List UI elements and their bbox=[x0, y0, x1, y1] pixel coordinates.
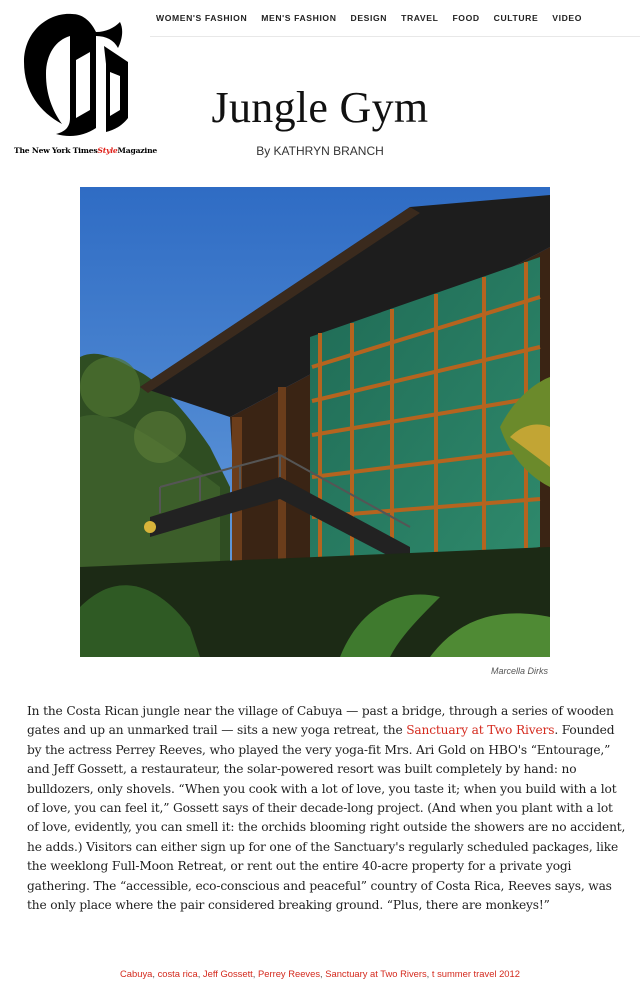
nav-culture[interactable]: CULTURE bbox=[493, 13, 539, 23]
article-photo bbox=[80, 187, 550, 657]
nav-design[interactable]: DESIGN bbox=[350, 13, 388, 23]
nav-food[interactable]: FOOD bbox=[452, 13, 480, 23]
tag-separator: , bbox=[152, 968, 158, 979]
top-navigation bbox=[150, 0, 640, 37]
tag-link[interactable]: costa rica bbox=[157, 968, 198, 979]
tag-link[interactable]: Jeff Gossett bbox=[202, 968, 253, 979]
article-tags bbox=[0, 968, 640, 979]
article-title: Jungle Gym bbox=[211, 83, 429, 132]
article-byline: By KATHRYN BRANCH bbox=[256, 144, 384, 158]
nav-video[interactable]: VIDEO bbox=[552, 13, 583, 23]
nav-travel[interactable]: TRAVEL bbox=[401, 13, 439, 23]
tag-separator: , bbox=[426, 968, 432, 979]
t-magazine-logo[interactable] bbox=[10, 6, 158, 162]
tag-separator: , bbox=[197, 968, 203, 979]
tag-separator: , bbox=[252, 968, 258, 979]
photo-credit: Marcella Dirks bbox=[490, 666, 548, 676]
article-body: In the Costa Rican jungle near the village of Cabuya — past a bridge, through a series of wooden gates and up an unmarked trail — sits a new yoga retreat, the Sanctuary at Two Rivers. Founded by the actress Perrey Reeves, who played the very yoga-fit Mrs. Ari Gold on HBO's “Entourage,” and Jeff Gossett, a restaurateur, the solar-powered resort was built completely by hand: no bulldozers, only shovels. “When you cook with a lot of love, you taste it; when you build with a lot of love, you can feel it,” Gossett says of their decade-long project. (And when you plant with a lot of love, evidently, you can smell it: the orchids blooming right outside the showers are no accident, he adds.) Visitors can either sign up for one of the Sanctuary's regularly scheduled packages, like the weeklong Full-Moon Retreat, or rent out the entire 40-acre property for a private yogi gathering. The “accessible, eco-conscious and peaceful” country of Costa Rica, Reeves says, was the only place where the pair considered breaking ground. “Plus, there are monkeys!” bbox=[27, 704, 626, 913]
sanctuary-link[interactable]: Sanctuary at Two Rivers bbox=[406, 723, 555, 738]
logo-caption: The New York TimesStyleMagazine bbox=[14, 146, 158, 155]
tag-separator: , bbox=[320, 968, 326, 979]
nav-womens-fashion[interactable]: WOMEN'S FASHION bbox=[156, 13, 248, 23]
tag-link[interactable]: Sanctuary at Two Rivers bbox=[325, 968, 427, 979]
nav-mens-fashion[interactable]: MEN'S FASHION bbox=[261, 13, 337, 23]
tag-link[interactable]: Cabuya bbox=[120, 968, 153, 979]
tag-link[interactable]: Perrey Reeves bbox=[258, 968, 321, 979]
tag-link[interactable]: t summer travel 2012 bbox=[431, 968, 520, 979]
